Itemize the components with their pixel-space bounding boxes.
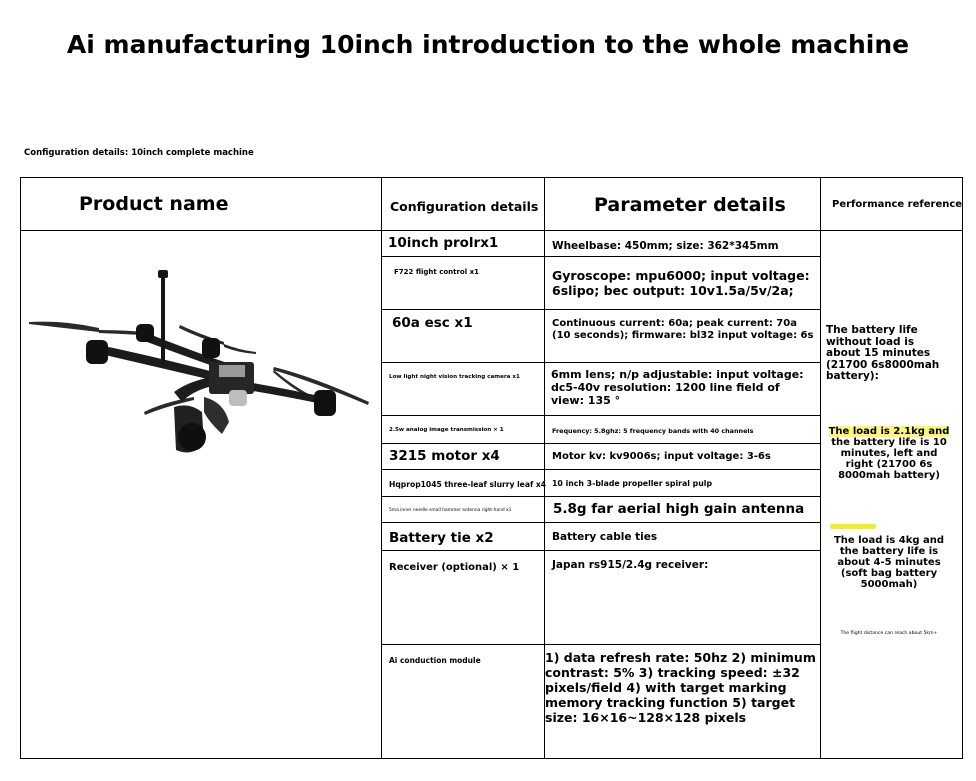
drone-image: [24, 262, 376, 462]
table-bottom-border: [20, 758, 963, 759]
page-title: Ai manufacturing 10inch introduction to the whole machine: [66, 30, 910, 59]
header-product-name: Product name: [79, 193, 229, 215]
row-divider: [381, 522, 820, 523]
row-divider: [381, 256, 820, 257]
col-divider-1: [381, 177, 382, 758]
header-configuration-details: Configuration details: [390, 199, 539, 214]
row-divider: [381, 550, 820, 551]
highlight-mark: [830, 524, 876, 529]
row-divider: [381, 496, 820, 497]
row-divider: [381, 309, 820, 310]
config-receiver: Receiver (optional) × 1: [389, 562, 520, 573]
perf-load-4kg: The load is 4kg and the battery life is about 4-5 minutes (soft bag battery 5000mah): [833, 535, 945, 590]
row-divider: [381, 415, 820, 416]
param-ai-module: 1) data refresh rate: 50hz 2) minimum contrast: 5% 3) tracking speed: ±32 pixels/field 4) with target marking memory tracking function 5) target size: 16×16~128×128 pixels: [545, 650, 816, 725]
header-parameter-details: Parameter details: [594, 194, 786, 216]
perf-load-2kg-rest: the battery life is 10 minutes, left and right (21700 6s 8000mah battery): [831, 437, 947, 481]
row-divider: [381, 469, 820, 470]
config-flight-control: F722 flight control x1: [394, 268, 479, 276]
config-frame: 10inch prolrx1: [388, 235, 499, 251]
param-image-transmission: Frequency: 5.8ghz: 5 frequency bands with 40 channels: [552, 427, 754, 435]
table-right-border: [962, 177, 963, 758]
config-antenna: 5ma inner needle small hammer antenna right-hand x1: [389, 508, 512, 513]
config-battery-tie: Battery tie x2: [389, 530, 494, 546]
param-camera: 6mm lens; n/p adjustable: input voltage: dc5-40v resolution: 1200 line field of view: 135 °: [551, 368, 804, 408]
config-ai-module: Ai conduction module: [389, 656, 481, 665]
config-image-transmission: 2.5w analog image transmission × 1: [389, 427, 504, 433]
header-performance-reference: Performance reference: [832, 199, 963, 210]
header-bottom-border: [20, 230, 963, 231]
param-esc: Continuous current: 60a; peak current: 70a (10 seconds); firmware: bl32 input voltage: 6s: [552, 318, 814, 341]
row-divider: [381, 443, 820, 444]
row-divider: [381, 644, 820, 645]
perf-load-2kg-highlight: The load is 2.1kg and: [828, 426, 950, 437]
table-top-border: [20, 177, 963, 178]
perf-load-2kg: [826, 426, 952, 481]
param-receiver: Japan rs915/2.4g receiver:: [552, 559, 709, 571]
param-wheelbase: Wheelbase: 450mm; size: 362*345mm: [552, 240, 779, 252]
perf-no-load: The battery life without load is about 15 minutes (21700 6s8000mah battery):: [826, 324, 940, 383]
subtitle: Configuration details: 10inch complete machine: [24, 148, 254, 158]
param-flight-control: Gyroscope: mpu6000; input voltage: 6slipo; bec output: 10v1.5a/5v/2a;: [552, 268, 810, 298]
param-motor: Motor kv: kv9006s; input voltage: 3-6s: [552, 451, 771, 462]
param-antenna: 5.8g far aerial high gain antenna: [553, 501, 805, 517]
config-motor: 3215 motor x4: [389, 448, 500, 464]
config-propeller: Hqprop1045 three-leaf slurry leaf x4: [389, 480, 547, 489]
row-divider: [381, 362, 820, 363]
config-esc: 60a esc x1: [392, 315, 473, 331]
param-battery-tie: Battery cable ties: [552, 531, 658, 543]
col-divider-3: [820, 177, 821, 758]
config-camera: Low light night vision tracking camera x1: [389, 374, 520, 380]
table-left-border: [20, 177, 21, 758]
param-propeller: 10 inch 3-blade propeller spiral pulp: [552, 479, 713, 488]
perf-flight-distance: The flight distance can reach about 5km+: [840, 631, 938, 636]
